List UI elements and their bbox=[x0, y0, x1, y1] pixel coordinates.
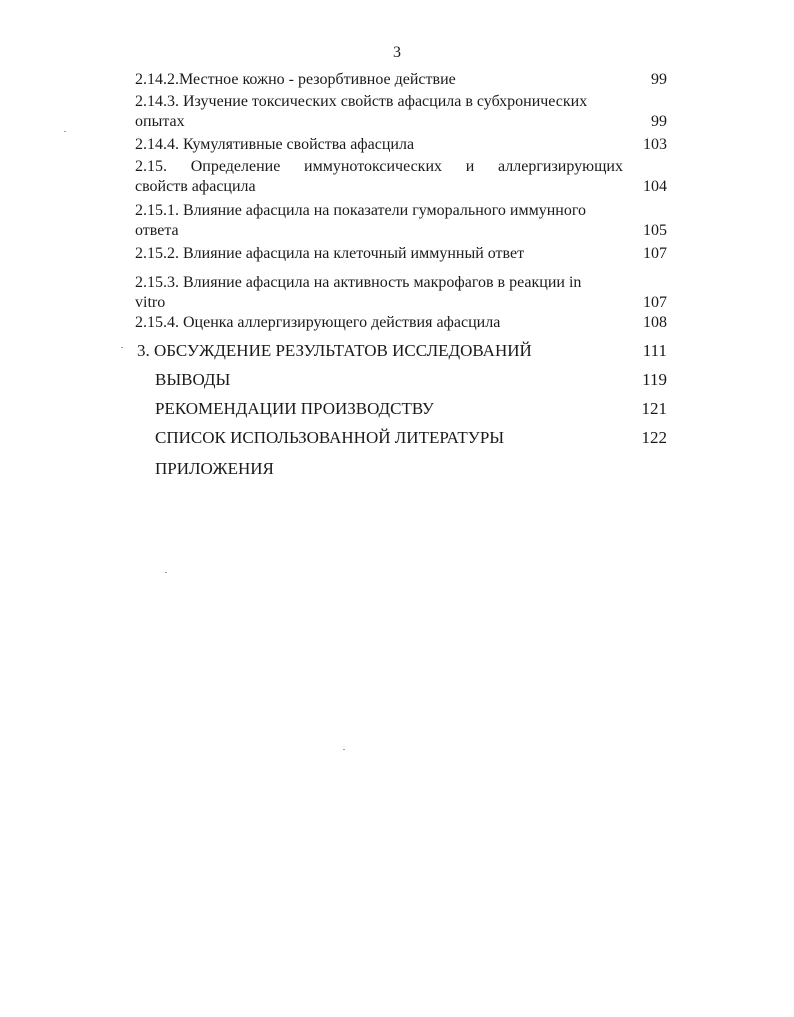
toc-entry-page: 99 bbox=[651, 113, 667, 130]
toc-entry-title-continued: свойств афасцила bbox=[135, 178, 256, 195]
toc-entry-title: 2.15.2. Влияние афасцила на клеточный иммунный ответ bbox=[135, 245, 525, 262]
toc-entry-title: 2.15. Определение иммунотоксических и аллергизирующих bbox=[135, 158, 623, 175]
toc-major-entry-title: ВЫВОДЫ bbox=[155, 370, 231, 389]
toc-entry-page: 107 bbox=[643, 245, 667, 262]
toc-major-entry-appendices bbox=[155, 459, 667, 481]
toc-entry-title: 2.15.4. Оценка аллергизирующего действия афасцила bbox=[135, 314, 501, 331]
toc-entry-page: 104 bbox=[643, 178, 667, 195]
toc-entry-title-continued: опытах bbox=[135, 113, 185, 130]
toc-entry-page: 105 bbox=[643, 222, 667, 239]
toc-entry-2-15 bbox=[135, 157, 667, 197]
toc-entry-title: 2.15.1. Влияние афасцила на показатели гуморального иммунного bbox=[135, 202, 587, 219]
scan-speck bbox=[165, 572, 167, 573]
toc-entry-title-continued: vitro bbox=[135, 294, 166, 311]
toc-major-entry-title: РЕКОМЕНДАЦИИ ПРОИЗВОДСТВУ bbox=[155, 399, 434, 418]
toc-entry-title: 2.14.3. Изучение токсических свойств афасцила в субхронических bbox=[135, 93, 588, 110]
toc-entry-title-continued: ответа bbox=[135, 222, 179, 239]
toc-entry-page: 107 bbox=[643, 294, 667, 311]
toc-major-entry-recommendations bbox=[155, 399, 667, 421]
toc-entry-2-14-3 bbox=[135, 92, 667, 132]
toc-entry-page: 103 bbox=[643, 136, 667, 153]
toc-major-entry-title: 3. ОБСУЖДЕНИЕ РЕЗУЛЬТАТОВ ИССЛЕДОВАНИЙ bbox=[137, 341, 532, 360]
toc-major-entry-conclusions bbox=[155, 370, 667, 392]
page-number: 3 bbox=[393, 44, 401, 61]
toc-entry-page: 99 bbox=[651, 71, 667, 88]
toc-entry-2-15-1 bbox=[135, 201, 667, 241]
scan-speck bbox=[343, 749, 345, 750]
scan-speck bbox=[121, 347, 123, 348]
toc-major-entry-page: 111 bbox=[642, 341, 667, 360]
toc-entry-2-15-4 bbox=[135, 313, 667, 333]
toc-entry-title: 2.14.4. Кумулятивные свойства афасцила bbox=[135, 136, 415, 153]
toc-entry-2-14-4 bbox=[135, 135, 667, 155]
toc-entry-title: 2.14.2.Местное кожно - резорбтивное действие bbox=[135, 71, 456, 88]
toc-major-entry-discussion bbox=[137, 341, 667, 363]
toc-entry-page: 108 bbox=[643, 314, 667, 331]
toc-entry-2-15-3 bbox=[135, 273, 667, 313]
toc-entry-title: 2.15.3. Влияние афасцила на активность макрофагов в реакции in bbox=[135, 274, 582, 291]
toc-major-entry-references bbox=[155, 428, 667, 450]
toc-entry-2-15-2 bbox=[135, 244, 667, 264]
toc-major-entry-page: 122 bbox=[641, 428, 667, 447]
toc-major-entry-title: СПИСОК ИСПОЛЬЗОВАННОЙ ЛИТЕРАТУРЫ bbox=[155, 428, 505, 447]
toc-major-entry-title: ПРИЛОЖЕНИЯ bbox=[155, 459, 274, 478]
scan-speck bbox=[64, 131, 66, 132]
toc-entry-2-14-2 bbox=[135, 70, 667, 90]
toc-major-entry-page: 119 bbox=[642, 370, 667, 389]
toc-major-entry-page: 121 bbox=[641, 399, 667, 418]
